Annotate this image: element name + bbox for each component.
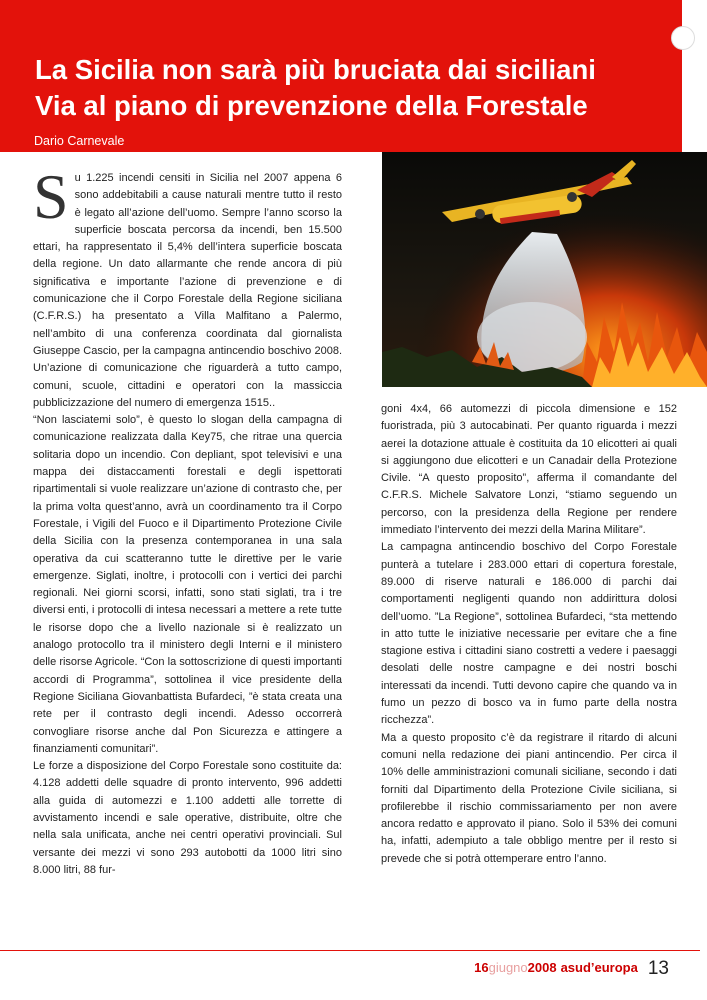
footer-divider [0,950,700,951]
article-title [35,52,675,124]
page-footer [474,958,669,980]
title-line-2: Via al piano di prevenzione della Forestale [35,90,588,121]
circle-decoration-icon [671,26,695,50]
paragraph: u 1.225 incendi censiti in Sicilia nel 2007 appena 6 sono addebitabili a cause naturali mentre tutto il resto è legato all’azione dell’uomo. Sempre l’anno scorso la superficie boscata percorsa da incendi, ben 15.500 ettari, ha rappresentato il 5,4% dell’intera superficie boscata della regione. Un dato allarmante che rende ancora di più significativa e importante l’azione di prevenzione e di comunicazione che il Corpo Forestale della Regione siciliana (C.F.R.S.) ha presentato a Villa Malfitano a Palermo, nell’ambito di una conferenza coordinata dal giornalista Giuseppe Cascio, per la campagna antincendio boschivo 2008. Un’azione di comunicazione che riguarderà a tutto campo, comuni, scuole, cittadini e operatori con la massiccia pubblicizzazione del numero di emergenza 1515.. [33,172,342,409]
title-line-1: La Sicilia non sarà più bruciata dai siciliani [35,54,596,85]
author-byline: Dario Carnevale [34,134,125,148]
drop-cap: S [33,161,69,232]
paragraph: goni 4x4, 66 automezzi di piccola dimensione e 152 fuoristrada, più 3 autocabinati. Per quanto riguarda i mezzi aerei la dotazione attuale è costituita da 10 elicotteri ai quali si aggiungono due elicotteri e un Canadair della Protezione Civile. “A questo proposito”, afferma il comandante del C.F.R.S. Michele Salvatore Lonzi, “stiamo seguendo un percorso, con la presidenza della Regione per rendere immediato l’intervento dei mezzi della Marina Militare”. [381,403,677,537]
article-column-right [381,401,677,868]
footer-day: 16 [474,960,489,975]
page-number: 13 [647,958,669,979]
header-banner [0,0,682,152]
canadair-fire-photo [382,152,707,387]
paragraph: Ma a questo proposito c’è da registrare il ritardo di alcuni comuni nella redazione dei piani antincendio. Per circa il 10% delle amministrazioni comunali siciliane, secondo i dati forniti dal Dipartimento della Protezione Civile siciliana, si profilerebbe il rischio commissariamento per non avere ancora redatto e approvato il piano. Solo il 53% dei comuni ha, infatti, adempiuto a tale obbligo mentre per il resto si prevede che si potrà ottemperare entro l’anno. [381,731,677,865]
paragraph: “Non lasciatemi solo”, è questo lo slogan della campagna di comunicazione realizzata dalla Key75, che ritrae una quercia solitaria dopo un incendio. Con depliant, spot televisivi e una mappa dei distaccamenti forestali e degli ispettorati ripartimentali si vuole realizzare un’azione di contrasto che, per la prima volta quest’anno, avrà un coordinamento tra il Corpo Forestale, i Vigili del Fuoco e il Dipartimento Protezione Civile della Sicilia con la presenza contemporanea in una sala operativa da cui scatteranno tutte le direttive per le varie emergenze. Siglati, inoltre, i protocolli con i vertici dei parchi regionali. Nei giorni scorsi, infatti, sono stati siglati, tra i tre diversi enti, i protocolli di intesa necessari a mettere a rete tutte le risorse dopo che a livello nazionale si è realizzato un analogo protocollo tra il ministero degli Interni e il ministero delle risorse Agricole. “Con la sottoscrizione di questi importanti accordi di Programma”, sottolinea il vice presidente della Regione Siciliana Giovanbattista Bufardeci, ”è stata creata una rete per il contrasto degli incendi. Adesso occorrerà convogliare risorse anche dal Pon Sicurezza e attingere a finanziamenti comunitari”. [33,414,342,755]
paragraph: Le forze a disposizione del Corpo Forestale sono costituite da: 4.128 addetti delle squadre di pronto intervento, 996 addetti alla guida di automezzi e 1.100 addetti alle torrette di avvistamento incendi e sale operative, distribuite, oltre che nella sala unificata, anche nei centri operativi provinciali. Sul versante dei mezzi vi sono 293 autobotti da 1000 litri sino 8.000 litri, 88 fur- [33,760,342,876]
footer-magazine: asud’europa [560,960,638,975]
footer-month: giugno [488,960,528,975]
footer-year: 2008 [527,960,557,975]
article-column-left [33,161,342,879]
paragraph: La campagna antincendio boschivo del Corpo Forestale punterà a tutelare i 283.000 ettari di copertura forestale, 89.000 di riserve naturali e 186.000 di parchi dai comportamenti negligenti quando non addirittura dolosi dell’uomo. ”La Regione”, sottolinea Bufardeci, “sta mettendo in atto tutte le iniziative necessarie per evitare che a fine stagione estiva i cittadini siano costretti a vedere i paesaggi desolati delle nostre campagne e dei nostri boschi interessati da incendi. Tutti devono capire che quando va in fumo un pezzo di bosco va in fumo parte della nostra ricchezza”. [381,541,677,727]
